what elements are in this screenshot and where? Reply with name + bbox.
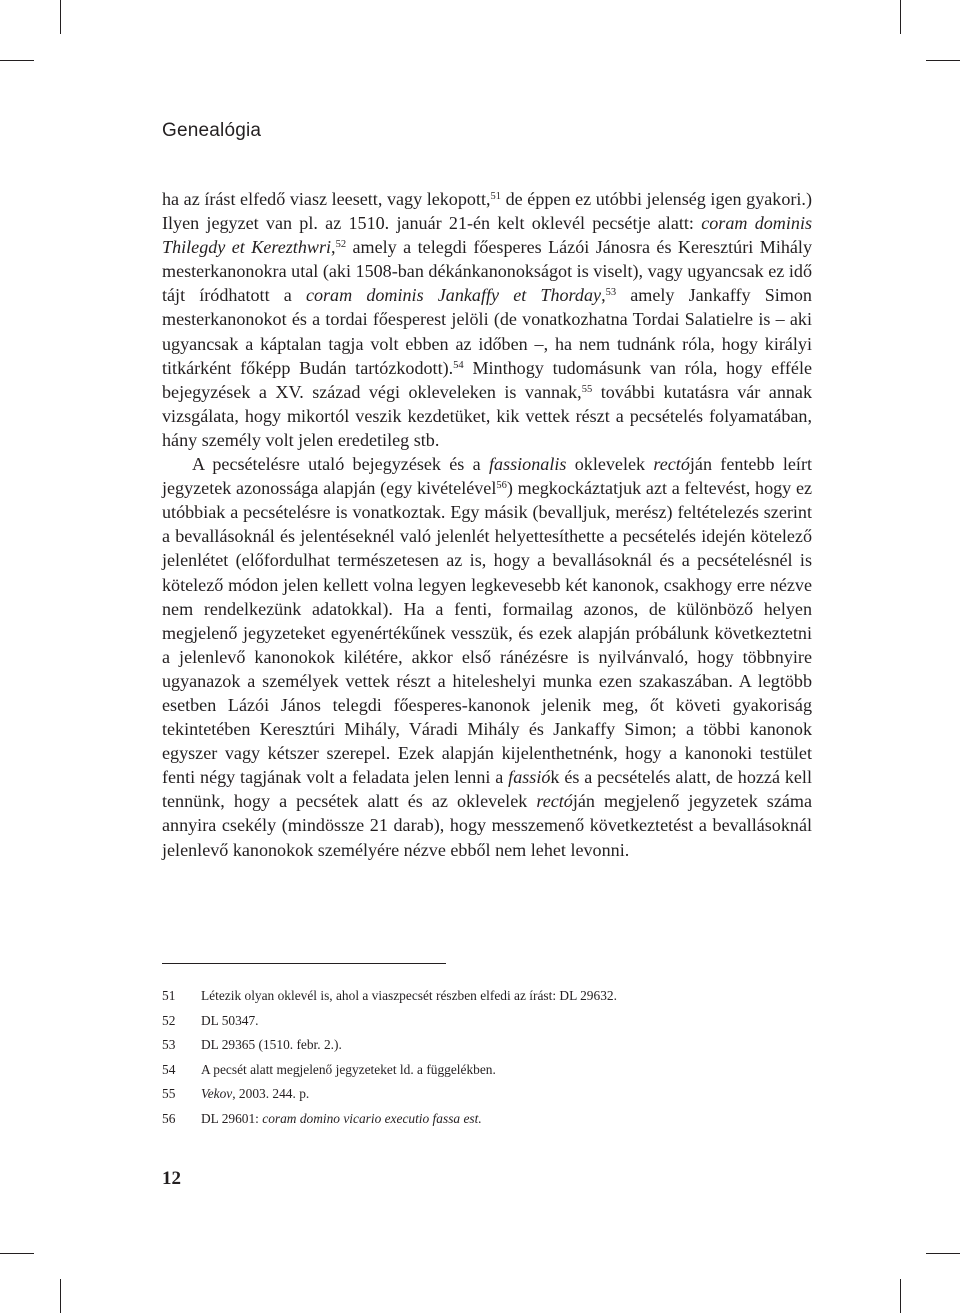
footnote (162, 988, 812, 1013)
text-run: , 2003. 244. p. (232, 1086, 310, 1101)
footnote-text (201, 1013, 259, 1029)
italic-text: coram domino vicario executio fassa est. (262, 1110, 482, 1126)
crop-mark (60, 1279, 61, 1313)
footnote-number: 55 (162, 1086, 176, 1101)
footnote-ref: 55 (581, 383, 593, 395)
crop-mark (0, 1253, 34, 1254)
text-run: , (331, 237, 336, 258)
crop-mark (900, 0, 901, 34)
footnote-number: 52 (162, 1012, 176, 1028)
text-run: A pecsét alatt megjelenő jegyzeteket ld. a függelékben. (201, 1061, 496, 1077)
footnote-ref: 53 (605, 287, 617, 299)
text-run: A pecsételésre utaló bejegyzések és a (192, 454, 489, 475)
footnote-text (201, 988, 617, 1004)
text-run: de éppen ez utóbbi jelenség igen gyakori.) Ilyen jegyzet van pl. az 1510. január 21-én kelt oklevél pecsétje alatt: (162, 189, 812, 234)
crop-mark (926, 60, 960, 61)
text-run: DL 50347. (201, 1012, 259, 1028)
italic-text: rectó (536, 791, 573, 812)
text-run: amely Jankaffy Simon mesterkanonokot és a tordai főesperest jelöli (de vonatkozhatna Tordai Salatielre is – aki ugyancsak a káptalan tagja volt ebben az időben –, ha nem tudnánk róla, hogy királyi titkárként főképp Budán tartózkodott). (162, 285, 812, 378)
text-run: ján fentebb leírt jegyzetek azonossága alapján (egy kivételével (162, 454, 812, 499)
text-run: ján megjelenő jegyzetek száma annyira csekély (mindössze 21 darab), hogy messzemenő következtetést a bevallásoknál jelenlevő kanonokok személyére nézve ebből nem lehet levonni. (162, 791, 813, 860)
footnote-ref: 54 (453, 359, 464, 371)
footnote-number: 53 (162, 1037, 176, 1052)
footnote (162, 1111, 812, 1136)
text-run: DL 29365 (1510. febr. 2.). (201, 1037, 342, 1052)
italic-text: Vekov (201, 1086, 233, 1101)
crop-mark (926, 1253, 960, 1254)
crop-mark (900, 1279, 901, 1313)
footnote (162, 1062, 812, 1087)
footnote (162, 1037, 812, 1062)
italic-text: rectó (653, 454, 690, 475)
footnote-number: 54 (162, 1061, 176, 1077)
footnote (162, 1086, 812, 1111)
footnote-text (201, 1111, 482, 1127)
italic-text: fassió (508, 767, 551, 788)
footnote-ref: 51 (490, 191, 502, 202)
text-run: oklevelek (566, 454, 654, 475)
footnote-text (201, 1037, 342, 1053)
italic-text: fassionalis (489, 454, 567, 475)
paragraph (162, 187, 812, 452)
text-run: Minthogy tudomásunk van róla, hogy efféle bejegyzések a XV. század végi okleveleken is vannak, (162, 357, 812, 402)
footnote-number: 51 (162, 988, 176, 1003)
running-head: Genealógia (162, 120, 262, 141)
footnote (162, 1013, 812, 1038)
crop-mark (0, 60, 34, 61)
footnote-number: 56 (162, 1110, 176, 1126)
text-run: további kutatásra vár annak vizsgálata, hogy mikortól veszik kezdetüket, kik vettek részt a pecsételés folyamatában, hány személy volt jelen eredetileg stb. (162, 381, 813, 450)
text-run: Létezik olyan oklevél is, ahol a viaszpecsét részben elfedi az írást: DL 29632. (201, 988, 617, 1003)
crop-mark (60, 0, 61, 34)
paragraph (162, 452, 812, 862)
text-run: ha az írást elfedő viasz leesett, vagy lekopott, (162, 189, 491, 209)
page-number: 12 (162, 1168, 181, 1189)
text-run: amely a telegdi főesperes Lázói Jánosra és Keresztúri Mihály mesterkanonokra utal (aki 1508-ban dékánkanonokságot is viselt), vagy ugyancsak ez idő tájt íródhatott a (162, 237, 812, 306)
footnotes (162, 988, 812, 1135)
text-run: ) megkockáztatjuk azt a feltevést, hogy ez utóbbiak a pecsételésre is vonatkoztak. Egy másik (bevalljuk, merész) feltételezés szerint a bevallásoknál és jelentéseknél való jelenlét helyettesíthette a pecsételés idején kötelező jelenlétet (előfordulhat természetesen az is, hogy a bevallásoknál és a pecsételésnél is kötelező módon jelen kellett volna legyen legkevesebb két kanonok, csakhogy erre nézve nem rendelkezünk adatokkal). Ha a fenti, formailag azonos, de különböző helyen megjelenő jegyzeteket egyenértékűnek vesszük, és ezek alapján próbálunk következtetni a jelenlevő kanonokok kilétére, akkor első ránézésre is nyilvánvaló, hogy többnyire ugyanazok a személyek vettek részt a hiteleshelyi munka ezen szakaszában. A legtöbb esetben Lázói János telegdi főesperes-kanonok jelenik meg, őt követi gyakoriság tekintetében Keresztúri Mihály, Váradi Mihály és Jankaffy Simon; a többi kanonok egyszer vagy kétszer szerepel. Ezek alapján kijelenthetnénk, hogy a kanonoki testület fenti négy tagjának volt a feladata jelen lenni a (162, 478, 813, 788)
footnote-text (201, 1062, 496, 1078)
italic-text: coram dominis Jankaffy et Thorday (305, 285, 602, 306)
footnote-ref: 56 (496, 480, 507, 492)
text-run: DL 29601: (201, 1110, 263, 1126)
text-run: k és a pecsételés alatt, de hozzá kell tennünk, hogy a pecsétek alatt és az oklevelek (162, 767, 812, 812)
footnote-ref: 52 (335, 239, 347, 251)
body-text (162, 187, 812, 862)
italic-text: coram dominis Thilegdy et Kerezthwri (162, 213, 813, 258)
text-run: , (601, 285, 606, 306)
footnote-text (201, 1086, 309, 1102)
footnote-separator (162, 963, 446, 964)
